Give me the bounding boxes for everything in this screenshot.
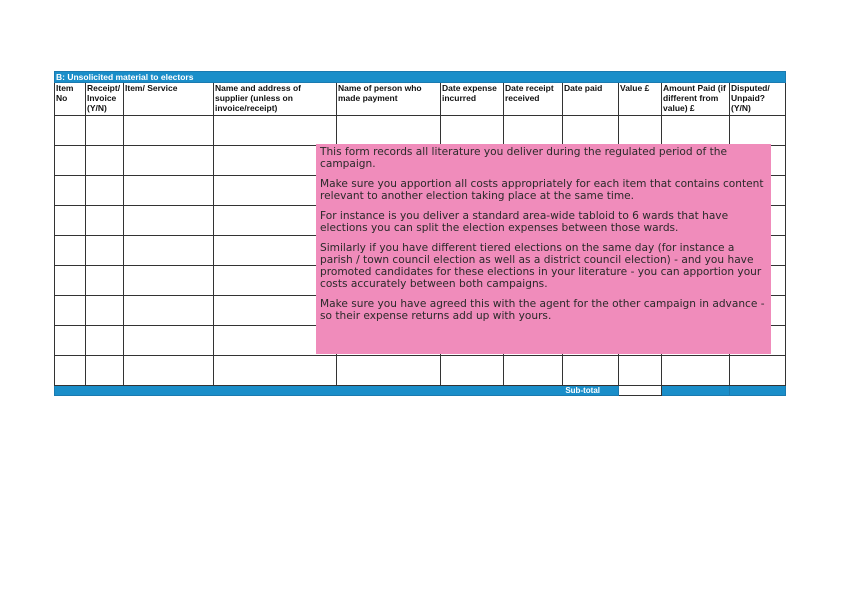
guidance-note — [316, 144, 771, 354]
col-disputed: Disputed/ Unpaid? (Y/N) — [730, 83, 786, 116]
table-cell[interactable] — [55, 236, 86, 266]
note-paragraph: Make sure you have agreed this with the agent for the other campaign in advance - so their expense returns add up with yours. — [320, 298, 765, 322]
subtotal-row — [55, 386, 786, 396]
table-cell[interactable] — [124, 326, 214, 356]
table-cell[interactable] — [730, 356, 786, 386]
table-row — [55, 356, 786, 386]
col-amount-paid: Amount Paid (if different from value) £ — [662, 83, 730, 116]
table-cell[interactable] — [55, 266, 86, 296]
table-cell[interactable] — [619, 116, 662, 146]
table-cell[interactable] — [55, 356, 86, 386]
subtotal-filler — [662, 386, 730, 396]
section-title-row — [55, 72, 786, 83]
header-row — [55, 83, 786, 116]
col-item-no: Item No — [55, 83, 86, 116]
note-paragraph: For instance is you deliver a standard area-wide tabloid to 6 wards that have elections you can split the election expenses between those wards. — [320, 210, 729, 234]
table-cell[interactable] — [337, 356, 441, 386]
table-cell[interactable] — [124, 236, 214, 266]
table-cell[interactable] — [124, 116, 214, 146]
table-cell[interactable] — [55, 116, 86, 146]
subtotal-label: Sub-total — [55, 386, 619, 396]
table-cell[interactable] — [86, 296, 124, 326]
table-cell[interactable] — [55, 176, 86, 206]
table-cell[interactable] — [124, 146, 214, 176]
table-cell[interactable] — [86, 116, 124, 146]
table-cell[interactable] — [504, 356, 563, 386]
note-paragraph: Make sure you apportion all costs appropriately for each item that contains content relevant to another election taking place at the same time. — [320, 178, 764, 202]
table-cell[interactable] — [441, 116, 504, 146]
col-payer: Name of person who made payment — [337, 83, 441, 116]
table-cell[interactable] — [55, 206, 86, 236]
table-cell[interactable] — [124, 206, 214, 236]
table-cell[interactable] — [86, 176, 124, 206]
table-cell[interactable] — [662, 356, 730, 386]
note-paragraph: This form records all literature you deliver during the regulated period of the campaign. — [320, 146, 727, 170]
col-item-service: Item/ Service — [124, 83, 214, 116]
subtotal-filler — [730, 386, 786, 396]
section-title: B: Unsolicited material to electors — [55, 72, 786, 83]
table-cell[interactable] — [504, 116, 563, 146]
col-date-incurred: Date expense incurred — [441, 83, 504, 116]
table-cell[interactable] — [86, 326, 124, 356]
col-date-receipt: Date receipt received — [504, 83, 563, 116]
table-cell[interactable] — [441, 356, 504, 386]
table-cell[interactable] — [86, 146, 124, 176]
table-cell[interactable] — [563, 116, 619, 146]
col-receipt-invoice: Receipt/ Invoice (Y/N) — [86, 83, 124, 116]
col-supplier: Name and address of supplier (unless on invoice/receipt) — [214, 83, 337, 116]
table-cell[interactable] — [563, 356, 619, 386]
table-cell[interactable] — [662, 116, 730, 146]
table-cell[interactable] — [55, 296, 86, 326]
table-cell[interactable] — [214, 116, 337, 146]
table-cell[interactable] — [124, 176, 214, 206]
table-row — [55, 116, 786, 146]
table-cell[interactable] — [214, 356, 337, 386]
table-cell[interactable] — [55, 326, 86, 356]
note-paragraph: Similarly if you have different tiered elections on the same day (for instance a parish / town council election as well as a district council election) - and you have promoted candidates for these elections in your literature - you can apportion your costs accurately between both campaigns. — [320, 242, 762, 290]
col-value: Value £ — [619, 83, 662, 116]
table-cell[interactable] — [124, 296, 214, 326]
table-cell[interactable] — [86, 236, 124, 266]
table-cell[interactable] — [124, 266, 214, 296]
col-date-paid: Date paid — [563, 83, 619, 116]
table-cell[interactable] — [337, 116, 441, 146]
subtotal-value-cell[interactable] — [619, 386, 662, 396]
table-cell[interactable] — [86, 356, 124, 386]
table-cell[interactable] — [730, 116, 786, 146]
table-cell[interactable] — [619, 356, 662, 386]
table-cell[interactable] — [55, 146, 86, 176]
table-cell[interactable] — [86, 266, 124, 296]
table-cell[interactable] — [124, 356, 214, 386]
table-cell[interactable] — [86, 206, 124, 236]
